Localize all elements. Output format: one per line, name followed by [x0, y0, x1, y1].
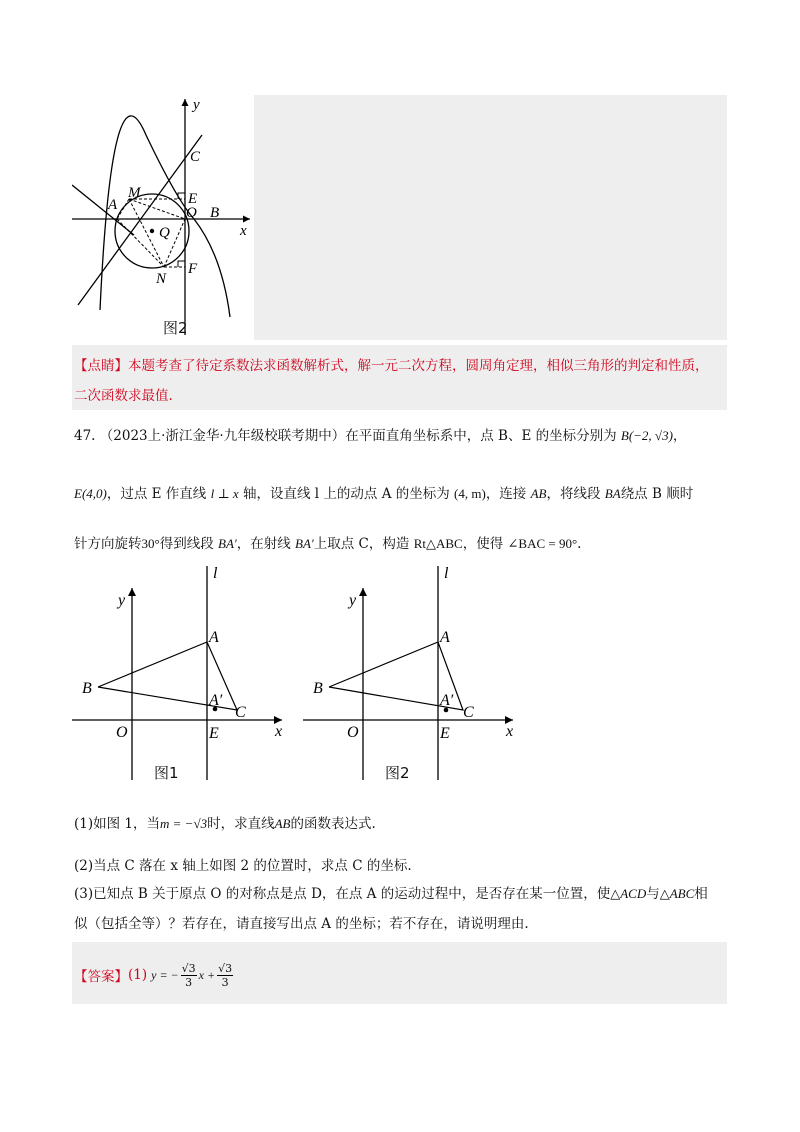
fig1-label-C: C	[235, 704, 246, 721]
dianjing-tag: 【点睛】	[74, 358, 128, 374]
label-C: C	[190, 149, 201, 165]
problem-source: （2023上·浙江金华·九年级校联考期中）	[99, 428, 346, 444]
q1-AB: AB	[274, 816, 291, 831]
fig1-label-B: B	[82, 680, 92, 697]
fig2-label-l: l	[444, 565, 449, 582]
problem-line3-f: .	[577, 536, 582, 552]
figure-1	[72, 560, 292, 790]
problem-line-1	[74, 426, 686, 446]
label-N: N	[156, 271, 167, 287]
label-O: O	[186, 205, 197, 221]
label-Q: Q	[159, 225, 170, 241]
angle-bac: ∠BAC = 90°	[507, 536, 578, 551]
seg-AB: AB	[530, 486, 547, 501]
point-B-coord: B(−2, √3)	[620, 428, 673, 443]
rt-triangle-abc: Rt△ABC	[413, 536, 463, 551]
fig1-label-E: E	[209, 725, 219, 742]
parabola-circle-figure	[72, 95, 254, 340]
figure-2	[303, 560, 523, 790]
figure-2-caption: 图2	[385, 764, 410, 782]
answer-y-eq: y = −	[151, 967, 179, 982]
answer-x-plus: x +	[198, 967, 216, 982]
problem-line2-e: 绕点 B 顺时	[620, 486, 694, 502]
fig2-label-B: B	[313, 680, 323, 697]
top-figure-panel	[72, 95, 254, 340]
problem-number: 47.	[74, 428, 96, 444]
dianjing-line2: 二次函数求最值.	[74, 388, 173, 404]
problem-line3-e: ，使得	[462, 536, 504, 552]
problem-line2-a: ，过点 E 作直线	[106, 486, 207, 502]
question-1	[74, 814, 376, 834]
deg-30: 30°	[141, 536, 160, 551]
problem-line2-d: ，将线段	[546, 486, 601, 502]
coord-A: (4, m)	[454, 486, 486, 501]
question-3-line-2: 似（包括全等）？若存在，请直接写出点 A 的坐标；若不存在，请说明理由.	[74, 916, 529, 932]
label-A: A	[108, 197, 118, 213]
q3-text-a: (3)已知点 B 关于原点 O 的对称点是点 D，在点 A 的运动过程中，是否存在某一位置，使	[74, 886, 611, 902]
q3-text-c: 相	[694, 886, 708, 902]
fig1-label-A: A	[209, 629, 219, 646]
label-M: M	[128, 185, 141, 201]
label-E: E	[188, 191, 198, 207]
answer-line	[74, 950, 235, 1000]
problem-line2-b: 轴，设直线 l 上的动点 A 的坐标为	[243, 486, 450, 502]
fig2-label-C: C	[463, 704, 474, 721]
q1-text-a: (1)如图 1，当	[74, 816, 161, 832]
label-y: y	[193, 97, 200, 113]
problem-line2-c: ，连接	[485, 486, 527, 502]
label-F: F	[188, 261, 198, 277]
problem-line-3	[74, 534, 581, 554]
fig1-label-A-prime: A′	[209, 692, 223, 709]
fig1-label-O: O	[116, 724, 128, 741]
problem-line3-d: 上取点 C，构造	[313, 536, 410, 552]
answer-tag: 【答案】	[74, 969, 128, 985]
ray-BA-prime: BA′	[295, 536, 314, 551]
answer-frac-2-num: √3	[218, 961, 233, 975]
fig2-label-O: O	[347, 724, 359, 741]
answer-part: (1)	[128, 967, 148, 983]
fig2-label-A-prime: A′	[440, 692, 454, 709]
problem-line1-end: ，	[672, 428, 687, 444]
seg-BA-prime: BA′	[218, 536, 237, 551]
label-x: x	[240, 223, 247, 239]
label-B: B	[210, 205, 220, 221]
answer-frac-1-den: 3	[185, 975, 193, 989]
fig1-label-y: y	[118, 592, 126, 609]
fig2-label-x: x	[506, 723, 514, 740]
answer-frac-1-num: √3	[181, 961, 196, 975]
fig2-label-E: E	[440, 725, 450, 742]
q3-acd: △ACD	[610, 886, 647, 901]
fig2-label-y: y	[349, 592, 357, 609]
question-2: (2)当点 C 落在 x 轴上如图 2 的位置时，求点 C 的坐标.	[74, 858, 412, 874]
problem-line1-text: 在平面直角坐标系中，点 B、E 的坐标分别为	[345, 428, 617, 444]
answer-frac-1	[181, 962, 197, 989]
q3-text-b: 与	[646, 886, 660, 902]
answer-frac-2	[217, 962, 233, 989]
fig1-label-x: x	[275, 723, 283, 740]
q1-text-c: 的函数表达式.	[290, 816, 376, 832]
problem-line3-c: ，在射线	[236, 536, 291, 552]
problem-line3-b: 得到线段	[159, 536, 214, 552]
dianjing-text-1: 本题考查了待定系数法求函数解析式，解一元二次方程，圆周角定理，相似三角形的判定和性质，	[128, 358, 709, 374]
fig1-label-l: l	[213, 565, 218, 582]
q1-text-b: 时，求直线	[207, 816, 275, 832]
figure-1-caption: 图1	[154, 764, 179, 782]
q1-m-value: m = −√3	[160, 816, 208, 831]
fig2-label-A: A	[440, 629, 450, 646]
question-3-line-1	[74, 884, 708, 904]
problem-line3-a: 针方向旋转	[74, 536, 142, 552]
seg-BA: BA	[604, 486, 621, 501]
dianjing-line1	[74, 356, 709, 376]
l-perp-x: l ⊥ x	[210, 486, 239, 501]
point-E-coord: E(4,0)	[74, 486, 107, 501]
q3-abc: △ABC	[659, 886, 695, 901]
problem-line-2	[74, 484, 693, 504]
answer-frac-2-den: 3	[221, 975, 229, 989]
top-figure-caption: 图2	[163, 319, 188, 337]
